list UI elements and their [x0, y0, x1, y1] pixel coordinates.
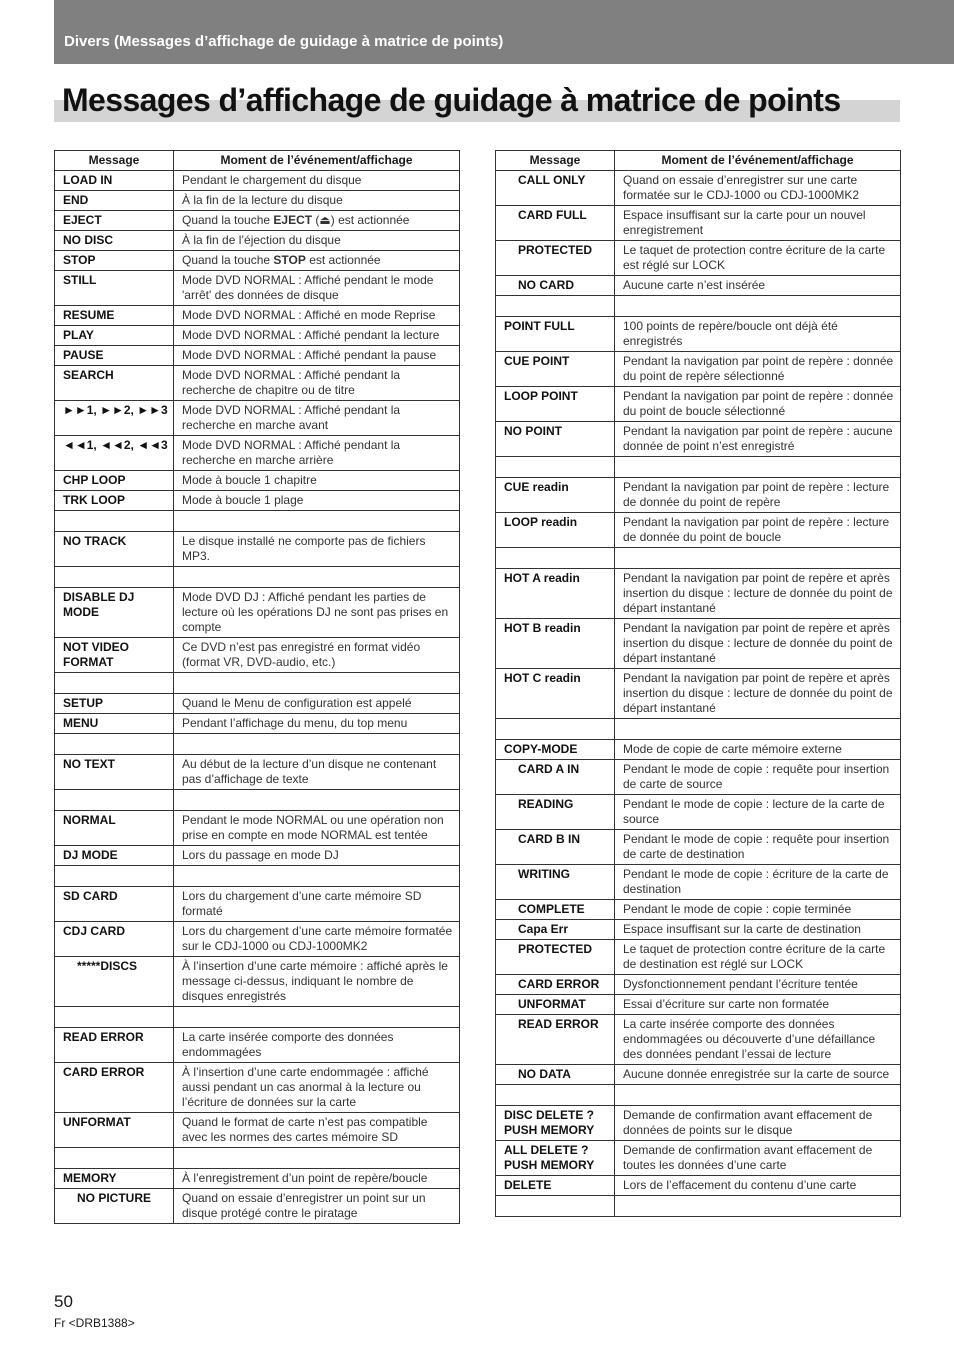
event-cell: La carte insérée comporte des données endommagées ou découverte d’une défaillance des données pendant l’essai de lecture — [615, 1015, 901, 1065]
table-row — [55, 436, 460, 471]
table-row — [496, 513, 901, 548]
table-row — [55, 846, 460, 866]
table-row — [55, 866, 460, 887]
message-cell: HOT A readin — [496, 569, 615, 619]
table-row — [496, 975, 901, 995]
table-row — [55, 790, 460, 811]
event-cell: Le disque installé ne comporte pas de fichiers MP3. — [174, 532, 460, 567]
column-header-event: Moment de l’événement/affichage — [174, 151, 460, 171]
message-cell — [496, 457, 615, 478]
message-cell: LOAD IN — [55, 171, 174, 191]
event-cell — [615, 548, 901, 569]
event-cell: Pendant le mode de copie : écriture de la carte de destination — [615, 865, 901, 900]
table-row — [496, 619, 901, 669]
message-cell: NO PICTURE — [55, 1189, 174, 1224]
table-row — [55, 714, 460, 734]
event-cell: Mode DVD DJ : Affiché pendant les parties de lecture où les opérations DJ ne sont pas prises en compte — [174, 588, 460, 638]
message-cell: CARD A IN — [496, 760, 615, 795]
message-cell: NO DISC — [55, 231, 174, 251]
event-cell: Pendant la navigation par point de repère : lecture de donnée du point de boucle — [615, 513, 901, 548]
event-cell: Mode à boucle 1 plage — [174, 491, 460, 511]
message-cell: LOOP POINT — [496, 387, 615, 422]
table-row — [55, 491, 460, 511]
table-row — [55, 811, 460, 846]
event-cell: Lors du chargement d’une carte mémoire SD formaté — [174, 887, 460, 922]
event-cell: Mode DVD NORMAL : Affiché en mode Reprise — [174, 306, 460, 326]
table-row — [55, 922, 460, 957]
event-cell: Aucune carte n’est insérée — [615, 276, 901, 296]
event-cell — [174, 511, 460, 532]
message-cell: EJECT — [55, 211, 174, 231]
event-cell — [174, 1148, 460, 1169]
message-cell: STOP — [55, 251, 174, 271]
event-cell: Mode DVD NORMAL : Affiché pendant la pause — [174, 346, 460, 366]
message-cell: PROTECTED — [496, 940, 615, 975]
message-cell: DELETE — [496, 1176, 615, 1196]
event-cell — [174, 567, 460, 588]
column-header-event: Moment de l’événement/affichage — [615, 151, 901, 171]
message-cell: PAUSE — [55, 346, 174, 366]
message-cell: ◄◄1, ◄◄2, ◄◄3 — [55, 436, 174, 471]
event-cell: Pendant la navigation par point de repère et après insertion du disque : lecture de donnée du point de départ instantané — [615, 669, 901, 719]
table-row — [55, 326, 460, 346]
event-cell — [615, 1196, 901, 1217]
message-cell: HOT C readin — [496, 669, 615, 719]
message-cell — [55, 567, 174, 588]
message-cell: RESUME — [55, 306, 174, 326]
message-cell: COPY-MODE — [496, 740, 615, 760]
table-row — [55, 1189, 460, 1224]
table-row — [496, 719, 901, 740]
message-cell: CARD B IN — [496, 830, 615, 865]
message-cell — [496, 296, 615, 317]
table-row — [496, 1015, 901, 1065]
event-cell: Lors du chargement d’une carte mémoire formatée sur le CDJ-1000 ou CDJ-1000MK2 — [174, 922, 460, 957]
event-cell — [615, 719, 901, 740]
message-cell: LOOP readin — [496, 513, 615, 548]
section-header-bar — [54, 0, 954, 64]
event-cell: Pendant le mode de copie : requête pour insertion de carte de destination — [615, 830, 901, 865]
event-cell: Quand la touche STOP est actionnée — [174, 251, 460, 271]
table-row — [55, 673, 460, 694]
table-row — [55, 171, 460, 191]
event-cell — [174, 1007, 460, 1028]
table-row — [55, 251, 460, 271]
message-cell — [55, 866, 174, 887]
event-cell: Quand le format de carte n’est pas compatible avec les normes des cartes mémoire SD — [174, 1113, 460, 1148]
event-cell: Pendant le mode NORMAL ou une opération non prise en compte en mode NORMAL est tentée — [174, 811, 460, 846]
table-row — [55, 694, 460, 714]
event-cell: Lors de l’effacement du contenu d’une carte — [615, 1176, 901, 1196]
event-cell — [174, 734, 460, 755]
table-row — [496, 1085, 901, 1106]
table-row — [496, 296, 901, 317]
message-cell: NORMAL — [55, 811, 174, 846]
table-row — [496, 760, 901, 795]
table-row — [55, 588, 460, 638]
message-cell: NO CARD — [496, 276, 615, 296]
message-cell — [496, 548, 615, 569]
message-cell: NOT VIDEO FORMAT — [55, 638, 174, 673]
event-cell: Au début de la lecture d’un disque ne contenant pas d’affichage de texte — [174, 755, 460, 790]
event-cell: Essai d’écriture sur carte non formatée — [615, 995, 901, 1015]
table-row — [55, 471, 460, 491]
event-cell: Dysfonctionnement pendant l’écriture tentée — [615, 975, 901, 995]
message-cell — [55, 1148, 174, 1169]
message-cell — [55, 673, 174, 694]
event-cell: À l’insertion d’une carte endommagée : affiché aussi pendant un cas anormal à la lecture ou l’écriture de données sur la carte — [174, 1063, 460, 1113]
table-row — [496, 1196, 901, 1217]
table-row — [496, 478, 901, 513]
message-cell: CARD FULL — [496, 206, 615, 241]
message-cell: UNFORMAT — [55, 1113, 174, 1148]
message-cell — [55, 790, 174, 811]
message-cell: SEARCH — [55, 366, 174, 401]
table-row — [55, 567, 460, 588]
table-row — [55, 346, 460, 366]
table-row — [55, 755, 460, 790]
event-cell: Quand le Menu de configuration est appelé — [174, 694, 460, 714]
message-cell: CALL ONLY — [496, 171, 615, 206]
table-row — [55, 1148, 460, 1169]
page-number: 50 — [54, 1292, 73, 1311]
table-row — [55, 1169, 460, 1189]
event-cell: Mode de copie de carte mémoire externe — [615, 740, 901, 760]
event-cell: La carte insérée comporte des données endommagées — [174, 1028, 460, 1063]
event-cell: Pendant le mode de copie : requête pour insertion de carte de source — [615, 760, 901, 795]
message-cell: MEMORY — [55, 1169, 174, 1189]
message-cell: SD CARD — [55, 887, 174, 922]
table-row — [55, 191, 460, 211]
message-cell: SETUP — [55, 694, 174, 714]
table-row — [496, 920, 901, 940]
message-cell: DJ MODE — [55, 846, 174, 866]
message-cell: CUE readin — [496, 478, 615, 513]
event-cell: Mode DVD NORMAL : Affiché pendant la recherche en marche avant — [174, 401, 460, 436]
table-row — [55, 734, 460, 755]
table-row — [496, 940, 901, 975]
message-cell: DISABLE DJ MODE — [55, 588, 174, 638]
event-cell: Mode DVD NORMAL : Affiché pendant la recherche de chapitre ou de titre — [174, 366, 460, 401]
table-row — [496, 1176, 901, 1196]
event-cell: Aucune donnée enregistrée sur la carte de source — [615, 1065, 901, 1085]
message-cell: CARD ERROR — [55, 1063, 174, 1113]
table-row — [496, 569, 901, 619]
event-cell: Demande de confirmation avant effacement de données de points sur le disque — [615, 1106, 901, 1141]
table-row — [55, 271, 460, 306]
table-row — [55, 306, 460, 326]
message-cell: STILL — [55, 271, 174, 306]
event-cell: Quand la touche EJECT (⏏) est actionnée — [174, 211, 460, 231]
event-cell: Pendant le mode de copie : lecture de la carte de source — [615, 795, 901, 830]
message-cell: READ ERROR — [496, 1015, 615, 1065]
event-cell — [615, 1085, 901, 1106]
message-cell — [496, 719, 615, 740]
event-cell: 100 points de repère/boucle ont déjà été enregistrés — [615, 317, 901, 352]
table-row — [496, 1065, 901, 1085]
table-row — [55, 887, 460, 922]
table-row — [496, 740, 901, 760]
message-cell — [55, 511, 174, 532]
message-cell — [55, 1007, 174, 1028]
messages-table-right — [495, 150, 901, 1217]
message-cell: PROTECTED — [496, 241, 615, 276]
table-row — [55, 1063, 460, 1113]
event-cell: Mode DVD NORMAL : Affiché pendant la lecture — [174, 326, 460, 346]
table-row — [55, 401, 460, 436]
event-cell — [174, 866, 460, 887]
message-cell: NO DATA — [496, 1065, 615, 1085]
page-title: Messages d’affichage de guidage à matrice de points — [62, 82, 841, 118]
message-cell: MENU — [55, 714, 174, 734]
event-cell: Lors du passage en mode DJ — [174, 846, 460, 866]
message-cell: NO TEXT — [55, 755, 174, 790]
table-row — [496, 276, 901, 296]
event-cell: Pendant le chargement du disque — [174, 171, 460, 191]
message-cell: *****DISCS — [55, 957, 174, 1007]
table-row — [55, 1028, 460, 1063]
event-cell: À l’insertion d’une carte mémoire : affiché après le message ci-dessus, indiquant le nombre de disques enregistrés — [174, 957, 460, 1007]
message-cell: TRK LOOP — [55, 491, 174, 511]
event-cell — [615, 296, 901, 317]
event-cell: Pendant la navigation par point de repère : lecture de donnée du point de repère — [615, 478, 901, 513]
table-row — [496, 830, 901, 865]
message-cell: UNFORMAT — [496, 995, 615, 1015]
message-cell: ►►1, ►►2, ►►3 — [55, 401, 174, 436]
event-cell: Pendant la navigation par point de repère et après insertion du disque : lecture de donnée du point de départ instantané — [615, 619, 901, 669]
message-cell: PLAY — [55, 326, 174, 346]
table-row — [55, 1113, 460, 1148]
event-cell: Mode DVD NORMAL : Affiché pendant le mode 'arrêt' des données de disque — [174, 271, 460, 306]
table-row — [496, 900, 901, 920]
message-cell — [55, 734, 174, 755]
event-cell: Pendant la navigation par point de repère : aucune donnée de point n’est enregistré — [615, 422, 901, 457]
table-row — [496, 457, 901, 478]
event-cell: Pendant la navigation par point de repère : donnée du point de boucle sélectionné — [615, 387, 901, 422]
event-cell: Mode à boucle 1 chapitre — [174, 471, 460, 491]
event-cell: Pendant la navigation par point de repère : donnée du point de repère sélectionné — [615, 352, 901, 387]
event-cell: À l’enregistrement d’un point de repère/boucle — [174, 1169, 460, 1189]
message-cell: HOT B readin — [496, 619, 615, 669]
table-row — [55, 211, 460, 231]
event-cell — [174, 790, 460, 811]
event-cell: Le taquet de protection contre écriture de la carte est réglé sur LOCK — [615, 241, 901, 276]
event-cell: À la fin de l’éjection du disque — [174, 231, 460, 251]
event-cell: Le taquet de protection contre écriture de la carte de destination est réglé sur LOCK — [615, 940, 901, 975]
column-header-message: Message — [55, 151, 174, 171]
table-row — [55, 231, 460, 251]
table-row — [496, 241, 901, 276]
table-row — [496, 548, 901, 569]
table-row — [55, 511, 460, 532]
event-cell — [615, 457, 901, 478]
event-cell — [174, 673, 460, 694]
table-row — [55, 957, 460, 1007]
event-cell: Pendant le mode de copie : copie terminée — [615, 900, 901, 920]
message-cell: READ ERROR — [55, 1028, 174, 1063]
message-cell: CDJ CARD — [55, 922, 174, 957]
table-row — [55, 366, 460, 401]
section-header-title: Divers (Messages d’affichage de guidage à matrice de points) — [64, 33, 504, 50]
table-row — [55, 1007, 460, 1028]
table-row — [496, 317, 901, 352]
table-row — [496, 352, 901, 387]
table-row — [496, 1141, 901, 1176]
table-row — [496, 795, 901, 830]
message-cell: DISC DELETE ? PUSH MEMORY — [496, 1106, 615, 1141]
message-cell: Capa Err — [496, 920, 615, 940]
event-cell: Pendant l’affichage du menu, du top menu — [174, 714, 460, 734]
message-cell: NO POINT — [496, 422, 615, 457]
document-code: Fr <DRB1388> — [54, 1316, 135, 1330]
message-cell: CUE POINT — [496, 352, 615, 387]
event-cell: Demande de confirmation avant effacement de toutes les données d’une carte — [615, 1141, 901, 1176]
table-row — [496, 422, 901, 457]
table-row — [496, 206, 901, 241]
column-header-message: Message — [496, 151, 615, 171]
event-cell: Espace insuffisant sur la carte de destination — [615, 920, 901, 940]
table-row — [496, 669, 901, 719]
table-row — [496, 865, 901, 900]
event-cell: Ce DVD n’est pas enregistré en format vidéo (format VR, DVD-audio, etc.) — [174, 638, 460, 673]
event-cell: Espace insuffisant sur la carte pour un nouvel enregistrement — [615, 206, 901, 241]
table-row — [496, 171, 901, 206]
message-cell: WRITING — [496, 865, 615, 900]
table-row — [496, 995, 901, 1015]
table-row — [55, 638, 460, 673]
message-cell: CARD ERROR — [496, 975, 615, 995]
messages-table-left — [54, 150, 460, 1224]
table-row — [496, 387, 901, 422]
message-cell: ALL DELETE ? PUSH MEMORY — [496, 1141, 615, 1176]
message-cell — [496, 1196, 615, 1217]
table-row — [55, 532, 460, 567]
message-cell: POINT FULL — [496, 317, 615, 352]
event-cell: Pendant la navigation par point de repère et après insertion du disque : lecture de donnée du point de départ instantané — [615, 569, 901, 619]
event-cell: Quand on essaie d’enregistrer sur une carte formatée sur le CDJ-1000 ou CDJ-1000MK2 — [615, 171, 901, 206]
message-cell: NO TRACK — [55, 532, 174, 567]
table-row — [496, 1106, 901, 1141]
message-cell: READING — [496, 795, 615, 830]
message-cell: END — [55, 191, 174, 211]
event-cell: Mode DVD NORMAL : Affiché pendant la recherche en marche arrière — [174, 436, 460, 471]
message-cell: CHP LOOP — [55, 471, 174, 491]
message-cell — [496, 1085, 615, 1106]
message-cell: COMPLETE — [496, 900, 615, 920]
event-cell: Quand on essaie d’enregistrer un point sur un disque protégé contre le piratage — [174, 1189, 460, 1224]
event-cell: À la fin de la lecture du disque — [174, 191, 460, 211]
